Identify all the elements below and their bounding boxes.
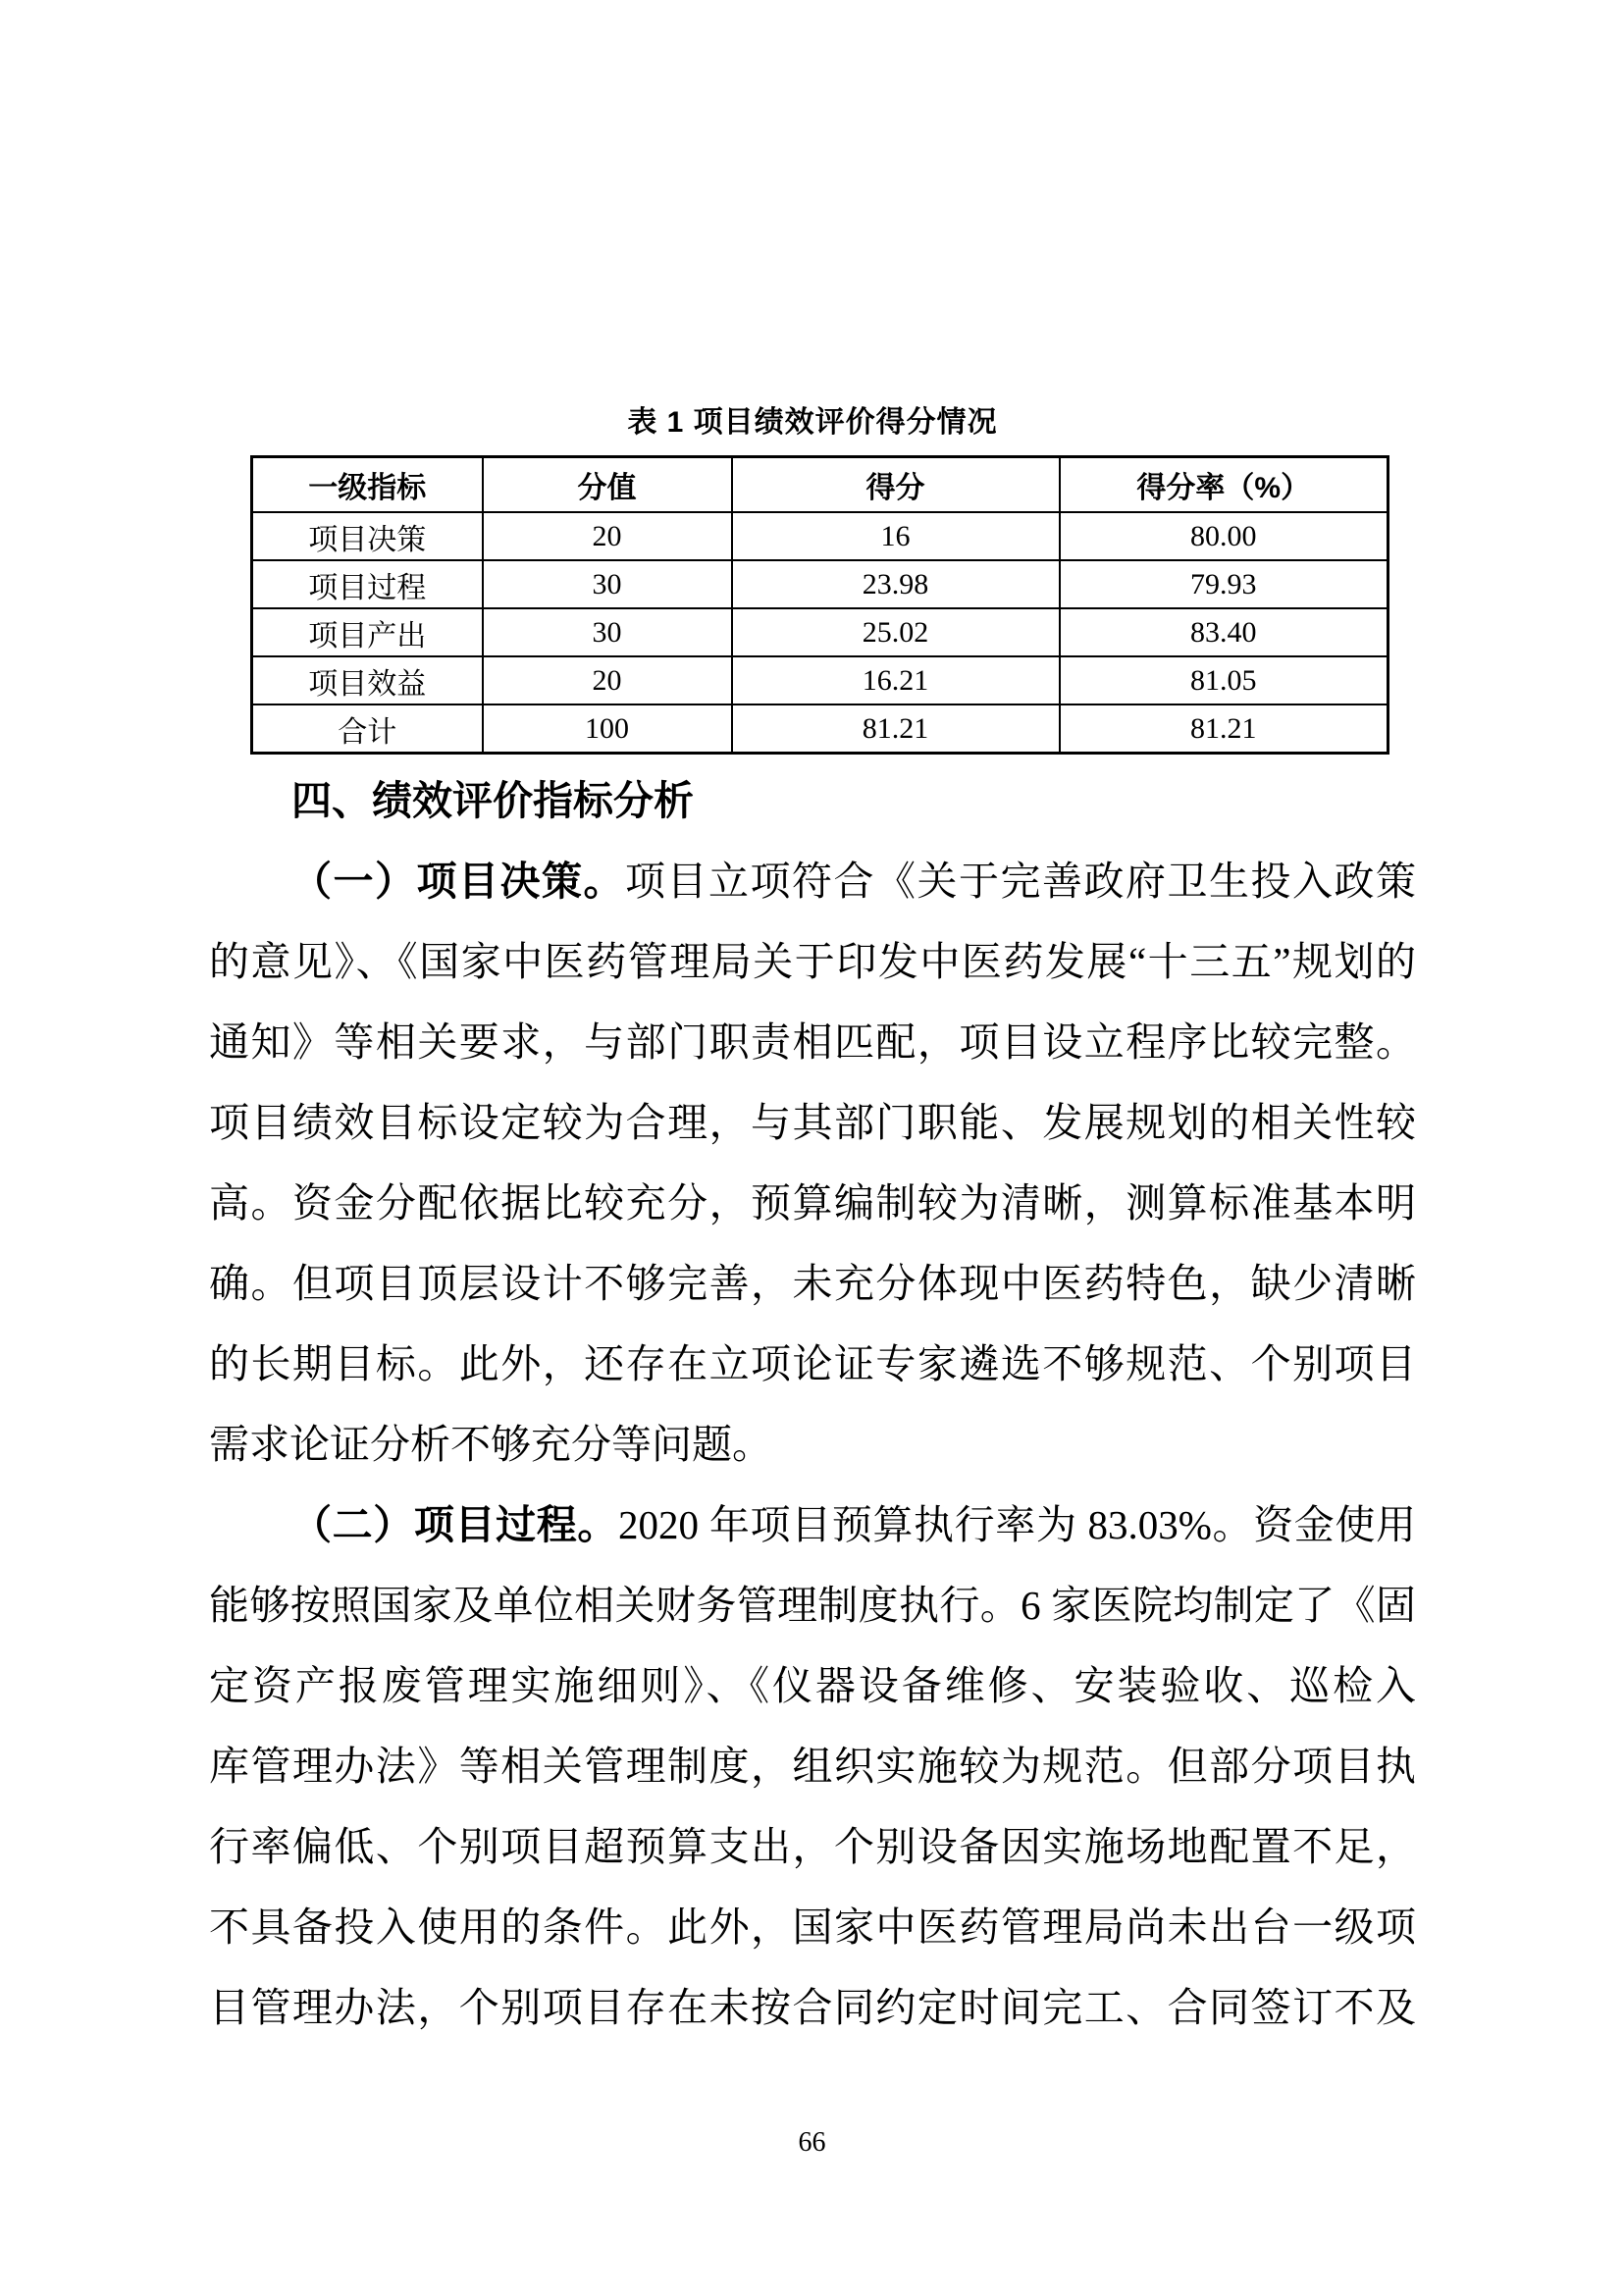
text-line: 需求论证分析不够充分等问题。 [209, 1422, 772, 1467]
cell-indicator: 项目效益 [252, 656, 483, 704]
table-row [252, 608, 1388, 656]
cell-score-rate: 81.05 [1060, 656, 1388, 704]
text-line: 行率偏低、个别项目超预算支出，个别设备因实施场地配置不足， [209, 1824, 1416, 1869]
cell-indicator: 项目过程 [252, 560, 483, 608]
paragraph-project-process [209, 1485, 1416, 2048]
cell-score-rate: 79.93 [1060, 560, 1388, 608]
cell-score-value: 30 [483, 560, 732, 608]
cell-indicator: 合计 [252, 704, 483, 754]
cell-score-value: 20 [483, 656, 732, 704]
paragraph-text: 2020 年项目预算执行率为 83.03%。资金使用 [618, 1502, 1416, 1547]
cell-score-rate: 81.21 [1060, 704, 1388, 754]
text-line: 目管理办法，个别项目存在未按合同约定时间完工、合同签订不及 [209, 1985, 1416, 2030]
cell-score-value: 30 [483, 608, 732, 656]
page-number: 66 [798, 2127, 826, 2158]
page-content [209, 0, 1416, 2048]
cell-score-value: 100 [483, 704, 732, 754]
text-line: 通知》等相关要求，与部门职责相匹配，项目设立程序比较完整。 [209, 1019, 1416, 1065]
cell-score-rate: 83.40 [1060, 608, 1388, 656]
paragraph-project-decision [209, 841, 1416, 1485]
text-line: 高。资金分配依据比较充分，预算编制较为清晰，测算标准基本明 [209, 1180, 1416, 1226]
text-line: 的意见》、《国家中医药管理局关于印发中医药发展“十三五”规划的 [209, 939, 1416, 984]
text-line: 项目绩效目标设定较为合理，与其部门职能、发展规划的相关性较 [209, 1100, 1416, 1145]
cell-score: 16.21 [732, 656, 1060, 704]
text-line: 能够按照国家及单位相关财务管理制度执行。6 家医院均制定了《固 [209, 1583, 1416, 1628]
text-line [209, 841, 1416, 921]
cell-score: 16 [732, 512, 1060, 560]
text-line [209, 1485, 1416, 1565]
header-score: 得分 [732, 457, 1060, 513]
text-line: 不具备投入使用的条件。此外，国家中医药管理局尚未出台一级项 [209, 1904, 1416, 1950]
score-table [250, 455, 1389, 755]
cell-score: 23.98 [732, 560, 1060, 608]
table-row [252, 560, 1388, 608]
cell-score: 81.21 [732, 704, 1060, 754]
paragraph-lead: （一）项目决策。 [291, 859, 625, 904]
table-row [252, 656, 1388, 704]
cell-score-value: 20 [483, 512, 732, 560]
header-score-rate: 得分率（%） [1060, 457, 1388, 513]
paragraph-text: 项目立项符合《关于完善政府卫生投入政策 [625, 859, 1416, 904]
table-header-row [252, 457, 1388, 513]
section-heading: 四、绩效评价指标分析 [291, 778, 694, 823]
text-line: 的长期目标。此外，还存在立项论证专家遴选不够规范、个别项目 [209, 1341, 1416, 1386]
cell-score-rate: 80.00 [1060, 512, 1388, 560]
paragraph-lead: （二）项目过程。 [291, 1502, 619, 1547]
text-line: 库管理办法》等相关管理制度，组织实施较为规范。但部分项目执 [209, 1744, 1416, 1789]
cell-indicator: 项目决策 [252, 512, 483, 560]
cell-indicator: 项目产出 [252, 608, 483, 656]
table-row-total [252, 704, 1388, 754]
table-caption: 表 1 项目绩效评价得分情况 [627, 406, 998, 439]
table-row [252, 512, 1388, 560]
text-line: 定资产报废管理实施细则》、《仪器设备维修、安装验收、巡检入 [209, 1663, 1416, 1708]
header-indicator: 一级指标 [252, 457, 483, 513]
cell-score: 25.02 [732, 608, 1060, 656]
text-line: 确。但项目顶层设计不够完善，未充分体现中医药特色，缺少清晰 [209, 1261, 1416, 1306]
header-score-value: 分值 [483, 457, 732, 513]
